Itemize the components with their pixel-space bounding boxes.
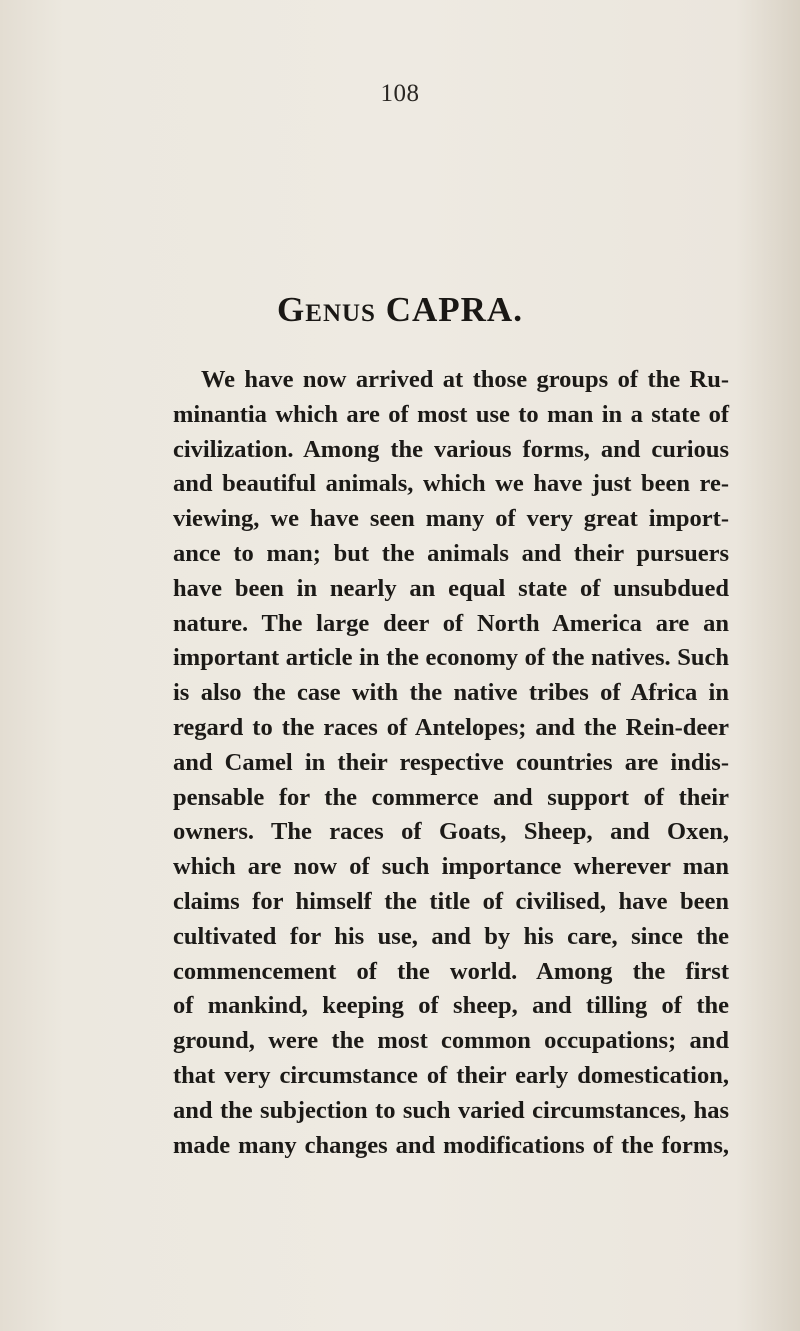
- text-line: of mankind, keeping of sheep, and tilling of the: [173, 992, 729, 1020]
- text-line: pensable for the commerce and support of their: [173, 783, 729, 811]
- text-line: commencement of the world. Among the first: [173, 957, 729, 985]
- page-number: 108: [380, 80, 420, 107]
- text-line: have been in nearly an equal state of unsubdued: [173, 574, 729, 602]
- text-line: and the subjection to such varied circumstances, has: [173, 1096, 729, 1124]
- text-line: important article in the economy of the natives. Such: [173, 644, 729, 672]
- text-line: ground, were the most common occupations; and: [173, 1027, 729, 1055]
- text-line: and Camel in their respective countries are indis-: [173, 748, 729, 776]
- text-line: We have now arrived at those groups of the Ru-: [201, 366, 729, 393]
- body-paragraph: [173, 363, 729, 1163]
- text-line: and beautiful animals, which we have just been re-: [173, 470, 729, 498]
- text-line: ance to man; but the animals and their pursuers: [173, 539, 729, 567]
- section-heading: [0, 290, 800, 330]
- text-line: viewing, we have seen many of very great import-: [173, 505, 729, 533]
- text-line: owners. The races of Goats, Sheep, and Oxen,: [173, 818, 729, 846]
- heading-genus: Genus: [277, 290, 376, 329]
- text-line: claims for himself the title of civilised, have been: [173, 887, 729, 915]
- text-line: nature. The large deer of North America are an: [173, 609, 729, 637]
- text-line: minantia which are of most use to man in a state of: [173, 400, 729, 428]
- text-line: is also the case with the native tribes of Africa in: [173, 679, 729, 707]
- text-line: made many changes and modifications of the forms,: [173, 1131, 729, 1159]
- text-line: regard to the races of Antelopes; and the Rein-deer: [173, 713, 729, 741]
- text-line: which are now of such importance wherever man: [173, 853, 729, 881]
- text-line: civilization. Among the various forms, and curious: [173, 435, 729, 463]
- text-line: that very circumstance of their early domestication,: [173, 1061, 729, 1089]
- heading-name: CAPRA.: [385, 290, 523, 329]
- text-line: cultivated for his use, and by his care, since the: [173, 922, 729, 950]
